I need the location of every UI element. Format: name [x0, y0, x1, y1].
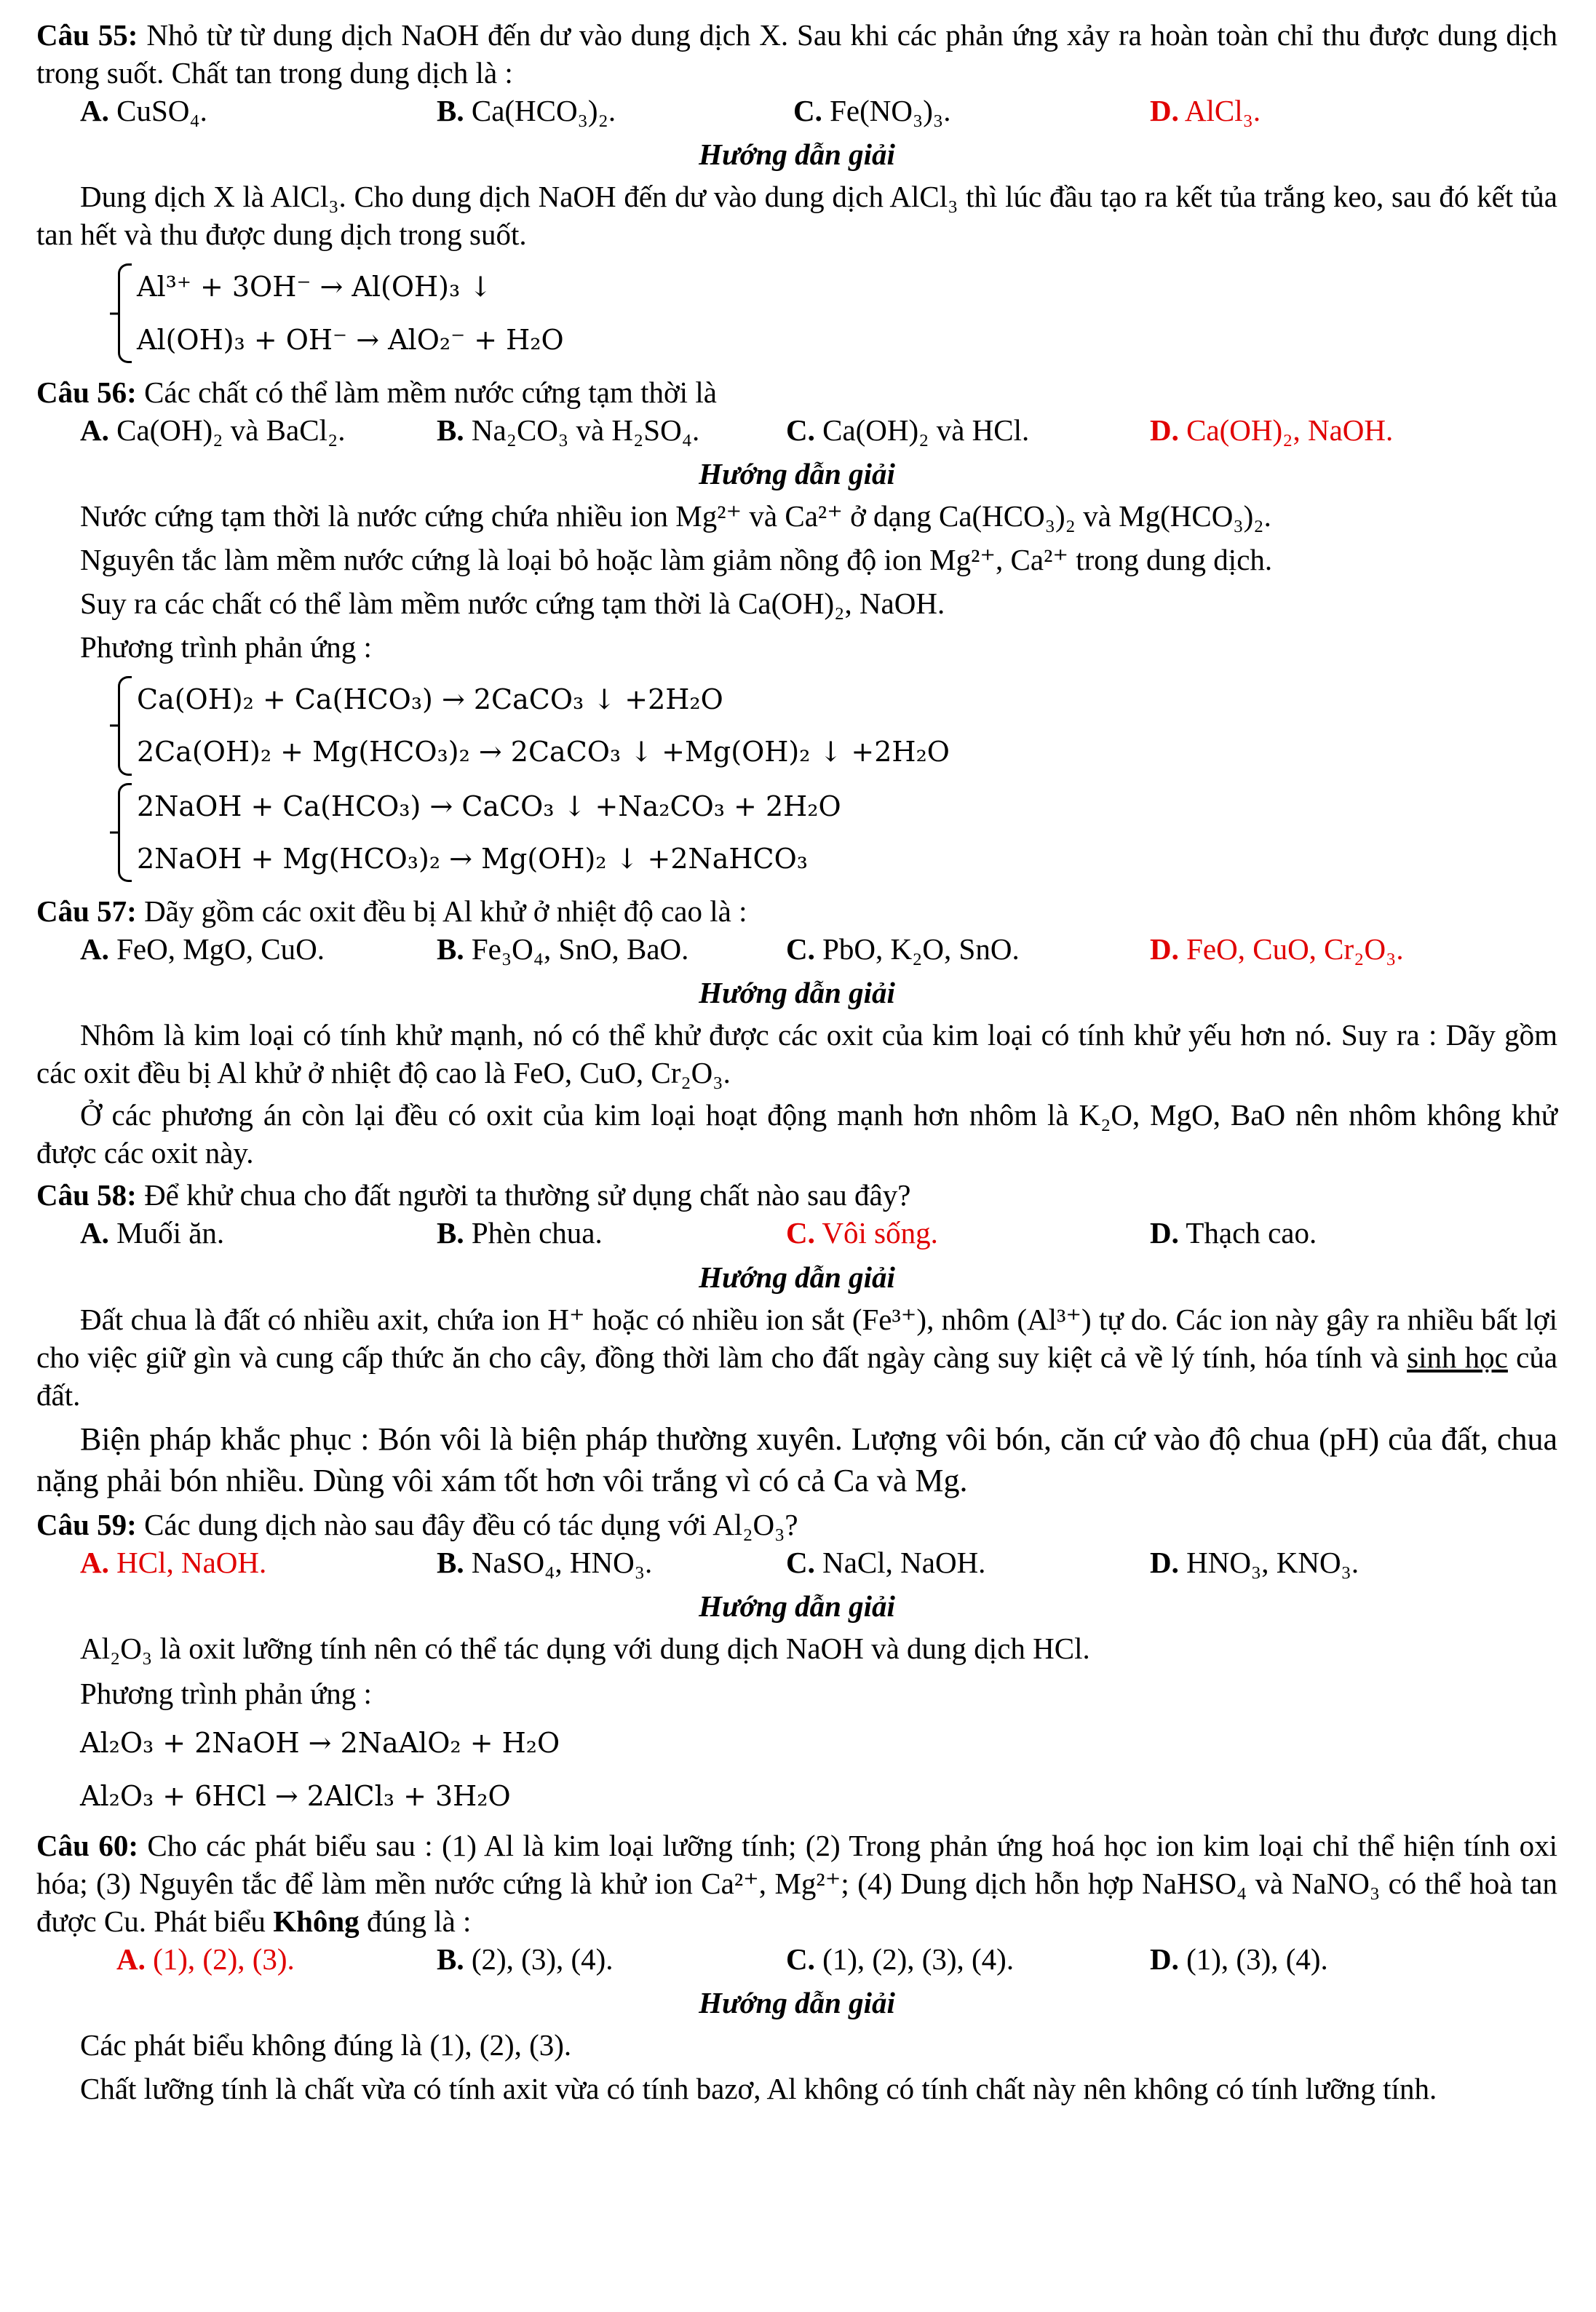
brace-icon: [118, 783, 132, 882]
option-c: C. Fe(NO₃)₃.: [793, 94, 951, 128]
option-c: C. PbO, K₂O, SnO.: [786, 932, 1020, 966]
option-c: C. NaCl, NaOH.: [786, 1546, 986, 1580]
option-a: A. FeO, MgO, CuO.: [80, 932, 325, 966]
explanation-line: Nguyên tắc làm mềm nước cứng là loại bỏ hoặc làm giảm nồng độ ion Mg²⁺, Ca²⁺ trong dung dịch.: [80, 543, 1273, 576]
equation: Al(OH)₃ + OH⁻ → AlO₂⁻ + H₂O: [137, 323, 564, 356]
brace-icon: [118, 676, 132, 775]
option-c: C. (1), (2), (3), (4).: [786, 1942, 1015, 1976]
options-row: [36, 930, 1557, 968]
guide-heading: Hướng dẫn giải: [699, 1589, 895, 1624]
option-a: A. Ca(OH)₂ và BaCl₂.: [80, 413, 346, 447]
option-d: D. HNO₃, KNO₃.: [1150, 1546, 1359, 1580]
guide-heading: Hướng dẫn giải: [699, 456, 895, 490]
options-row: [36, 1940, 1557, 1978]
option-c: C. Ca(OH)₂ và HCl.: [786, 413, 1030, 447]
question-59: [36, 1506, 1557, 1822]
explanation-line: Phương trình phản ứng :: [80, 630, 372, 664]
option-d: D. (1), (3), (4).: [1150, 1942, 1328, 1976]
options-row: [36, 411, 1557, 449]
equation: Al³⁺ + 3OH⁻ → Al(OH)₃ ↓: [137, 271, 493, 303]
option-b: B. Fe₃O₄, SnO, BaO.: [437, 932, 689, 966]
equation: 2NaOH + Mg(HCO₃)₂ → Mg(OH)₂ ↓ +2NaHCO₃: [137, 842, 809, 875]
equation: 2NaOH + Ca(HCO₃) → CaCO₃ ↓ +Na₂CO₃ + 2H₂O: [137, 790, 841, 822]
equation: Ca(OH)₂ + Ca(HCO₃) → 2CaCO₃ ↓ +2H₂O: [137, 683, 723, 716]
equation: Al₂O₃ + 2NaOH → 2NaAlO₂ + H₂O: [80, 1727, 560, 1760]
explanation-line: Các phát biểu không đúng là (1), (2), (3).: [80, 2028, 572, 2062]
option-d: D. Ca(OH)₂, NaOH.: [1150, 413, 1394, 447]
option-d: D. FeO, CuO, Cr₂O₃.: [1150, 932, 1404, 966]
explanation-line: Al₂O₃ là oxit lưỡng tính nên có thể tác dụng với dung dịch NaOH và dung dịch HCl.: [80, 1632, 1090, 1666]
equation-system: [80, 261, 1557, 365]
question-label: Câu 60:: [36, 1828, 138, 1862]
question-label: Câu 56:: [36, 375, 137, 409]
guide-heading: Hướng dẫn giải: [699, 1986, 895, 2020]
equation-system: [80, 780, 1557, 885]
question-label: Câu 59:: [36, 1508, 137, 1542]
option-c: C. Vôi sống.: [786, 1216, 938, 1250]
question-57: [36, 892, 1557, 1172]
question-label: Câu 58:: [36, 1178, 137, 1212]
question-stem: Nhỏ từ từ dung dịch NaOH đến dư vào dung dịch X. Sau khi các phản ứng xảy ra hoàn toàn chỉ thu được dung dịch trong suốt. Chất tan trong dung dịch là :: [36, 18, 1558, 90]
option-d: D. AlCl₃.: [1150, 94, 1261, 128]
question-56: [36, 373, 1557, 885]
option-b: B. Phèn chua.: [437, 1216, 603, 1250]
explanation-paragraph: Chất lưỡng tính là chất vừa có tính axit vừa có tính bazơ, Al không có tính chất này nên không có tính lưỡng tính.: [80, 2072, 1437, 2106]
question-label: Câu 57:: [36, 894, 137, 928]
equation: 2Ca(OH)₂ + Mg(HCO₃)₂ → 2CaCO₃ ↓ +Mg(OH)₂ ↓ +2H₂O: [137, 736, 950, 768]
explanation-line: Nước cứng tạm thời là nước cứng chứa nhiều ion Mg²⁺ và Ca²⁺ ở dạng Ca(HCO₃)₂ và Mg(HCO₃)₂.: [80, 498, 1271, 533]
question-58: [36, 1176, 1557, 1501]
explanation-line: Suy ra các chất có thể làm mềm nước cứng tạm thời là Ca(OH)₂, NaOH.: [80, 587, 945, 621]
option-a: A. Muối ăn.: [80, 1216, 225, 1250]
question-stem: Các chất có thể làm mềm nước cứng tạm thời là: [144, 375, 717, 409]
option-b: B. NaSO₄, HNO₃.: [437, 1546, 653, 1580]
option-d: D. Thạch cao.: [1150, 1216, 1317, 1250]
brace-icon: [118, 263, 132, 362]
options-row: [36, 92, 1557, 130]
equation-system: [80, 673, 1557, 778]
explanation-line: Phương trình phản ứng :: [80, 1677, 372, 1711]
explanation-paragraph: Nhôm là kim loại có tính khử mạnh, nó có thể khử được các oxit của kim loại có tính khử yếu hơn nó. Suy ra : Dãy gồm các oxit đều bị Al khử ở nhiệt độ cao là FeO, CuO, Cr₂O₃.: [36, 1018, 1557, 1090]
question-stem: Để khử chua cho đất người ta thường sử dụng chất nào sau đây?: [144, 1178, 911, 1212]
question-60: Câu 60: Cho các phát biểu sau : (1) Al là kim loại lưỡng tính; (2) Trong phản ứng hoá học ion kim loại chỉ thể hiện tính oxi hóa; (3) Nguyên tắc để làm mền nước cứng là khử ion Ca²⁺, Mg²⁺; (4) Dung dịch hỗn hợp NaHSO₄ và NaNO₃ có thể hoà tan được Cu. Phát biểu Không đúng là : A. (1), (2), (3). B. (2), (3), (4). C. (1), (2), (3), (4). D. (1), (3), (4). Hướng dẫn giải Các phát biểu không đúng là (1), (2), (3). Chất lưỡng tính là chất vừa có tính axit vừa có tính bazơ, Al không có tính chất này nên không có tính lưỡng tính.: [36, 1827, 1557, 2108]
guide-heading: Hướng dẫn giải: [699, 138, 895, 172]
options-row: [36, 1214, 1557, 1252]
explanation-paragraph: Đất chua là đất có nhiều axit, chứa ion H⁺ hoặc có nhiều ion sắt (Fe³⁺), nhôm (Al³⁺) tự do. Các ion này gây ra nhiều bất lợi cho việc giữ gìn và cung cấp thức ăn cho cây, đồng thời làm cho đất ngày càng suy kiệt cả về lý tính, hóa tính và sinh học của đất.: [36, 1302, 1558, 1412]
explanation-paragraph: Biện pháp khắc phục : Bón vôi là biện pháp thường xuyên. Lượng vôi bón, căn cứ vào độ chua (pH) của đất, chua nặng phải bón nhiều. Dùng vôi xám tốt hơn vôi trắng vì có cả Ca và Mg.: [36, 1421, 1557, 1498]
equation: Al₂O₃ + 6HCl → 2AlCl₃ + 3H₂O: [80, 1779, 511, 1812]
guide-heading: Hướng dẫn giải: [699, 976, 895, 1010]
option-b: B. Na₂CO₃ và H₂SO₄.: [437, 413, 700, 447]
question-stem: Dãy gồm các oxit đều bị Al khử ở nhiệt độ cao là :: [144, 894, 747, 928]
question-55: [36, 16, 1557, 366]
explanation: Dung dịch X là AlCl₃. Cho dung dịch NaOH đến dư vào dung dịch AlCl₃ thì lúc đầu tạo ra kết tủa trắng keo, sau đó kết tủa tan hết và thu được dung dịch trong suốt.: [36, 180, 1557, 252]
option-a: A. CuSO₄.: [80, 94, 207, 128]
question-label: Câu 55:: [36, 18, 138, 52]
question-stem: Các dung dịch nào sau đây đều có tác dụng với Al₂O₃?: [144, 1508, 798, 1542]
option-b: B. Ca(HCO₃)₂.: [437, 94, 616, 128]
sinh-hoc-link[interactable]: sinh học: [1407, 1340, 1508, 1374]
explanation-paragraph: Ở các phương án còn lại đều có oxit của kim loại hoạt động mạnh hơn nhôm là K₂O, MgO, BaO nên nhôm không khử được các oxit này.: [36, 1098, 1557, 1170]
options-row: [36, 1544, 1557, 1581]
option-a: A. HCl, NaOH.: [80, 1546, 267, 1580]
option-a: A. (1), (2), (3).: [116, 1942, 295, 1976]
document-page: [36, 16, 1557, 2112]
option-b: B. (2), (3), (4).: [437, 1942, 614, 1976]
guide-heading: Hướng dẫn giải: [699, 1260, 895, 1294]
